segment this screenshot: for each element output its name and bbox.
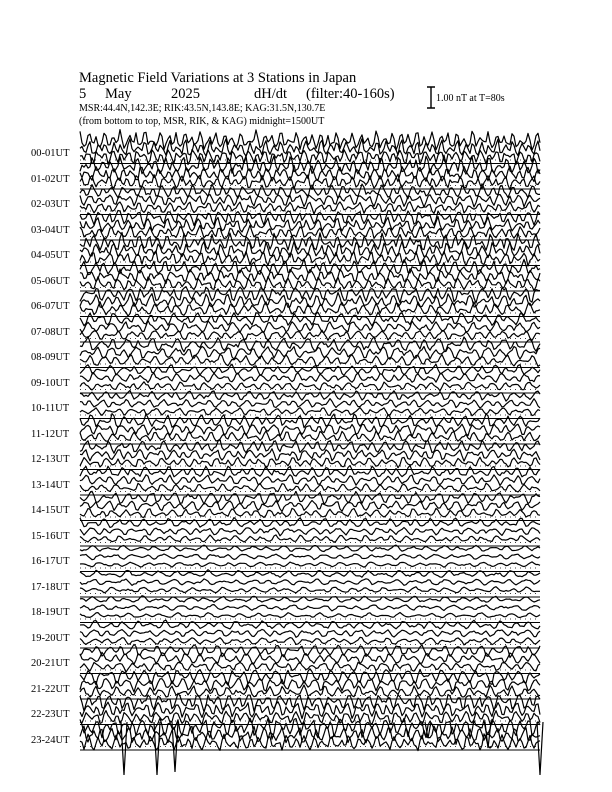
hour-label: 05-06UT (31, 275, 70, 287)
rik-trace (80, 165, 540, 181)
date-day: 5 (79, 86, 87, 102)
rik-trace (80, 399, 540, 409)
hour-label: 03-04UT (31, 224, 70, 236)
scale-bar (427, 87, 435, 108)
signal-spike (121, 722, 127, 775)
hour-label: 22-23UT (31, 709, 70, 720)
hour-label: 17-18UT (31, 581, 70, 593)
hour-label: 16-17UT (31, 556, 70, 567)
kag-trace (80, 391, 540, 402)
msr-trace (80, 535, 540, 542)
kag-trace (80, 620, 540, 629)
date-year: 2025 (171, 86, 200, 102)
msr-trace (80, 302, 540, 316)
hour-label: 04-05UT (31, 250, 70, 261)
hour-label: 00-01UT (31, 148, 70, 159)
msr-trace (80, 587, 540, 593)
rik-trace (80, 449, 540, 461)
quantity-label: dH/dt (254, 86, 288, 102)
signal-spike (537, 722, 543, 775)
msr-trace (80, 562, 540, 567)
rik-trace (80, 501, 540, 512)
msr-trace (80, 150, 540, 165)
hour-label: 15-16UT (31, 530, 70, 542)
rik-trace (80, 528, 540, 536)
hour-label: 08-09UT (31, 352, 70, 363)
hour-label: 14-15UT (31, 505, 70, 516)
hour-label: 18-19UT (31, 607, 70, 618)
rik-trace (80, 475, 540, 486)
station-order-note: (from bottom to top, MSR, RIK, & KAG) midnight=1500UT (79, 116, 325, 127)
msr-trace (80, 408, 540, 416)
rik-trace (80, 629, 540, 637)
scale-label: 1.00 nT at T=80s (436, 93, 505, 104)
msr-trace (80, 508, 540, 517)
msr-trace (80, 662, 540, 672)
kag-trace (80, 259, 540, 276)
hour-label: 13-14UT (31, 479, 70, 491)
msr-trace (80, 637, 540, 645)
kag-trace (80, 465, 540, 476)
hour-label: 02-03UT (31, 199, 70, 210)
hour-label: 19-20UT (31, 632, 70, 644)
date-month: May (105, 86, 132, 102)
msr-trace (80, 613, 540, 618)
hour-label: 07-08UT (31, 326, 70, 338)
kag-trace (80, 440, 540, 454)
kag-trace (80, 364, 540, 375)
station-coordinates: MSR:44.4N,142.3E; RIK:43.5N,143.8E; KAG:31.5N,130.7E (79, 103, 326, 114)
msr-trace (80, 483, 540, 492)
kag-trace (80, 570, 540, 578)
rik-trace (80, 579, 540, 586)
hour-label: 11-12UT (31, 428, 70, 440)
hour-label: 20-21UT (31, 658, 70, 669)
hour-label: 09-10UT (31, 377, 70, 389)
chart-title: Magnetic Field Variations at 3 Stations in Japan (79, 70, 357, 86)
hour-label: 23-24UT (31, 734, 70, 746)
rik-trace (80, 373, 540, 383)
hour-label: 01-02UT (31, 173, 70, 185)
rik-trace (80, 652, 540, 664)
msr-trace (80, 685, 540, 697)
hour-label: 21-22UT (31, 683, 70, 695)
msr-trace (80, 354, 540, 366)
rik-trace (80, 605, 540, 611)
hour-label: 10-11UT (31, 403, 70, 414)
kag-trace (80, 644, 540, 657)
rik-trace (80, 702, 540, 719)
signal-spike (485, 722, 491, 748)
hour-label: 12-13UT (31, 454, 70, 465)
filter-label: (filter:40-160s) (306, 86, 395, 102)
kag-trace (80, 287, 540, 304)
kag-trace (80, 518, 540, 528)
hour-label: 06-07UT (31, 301, 70, 312)
rik-trace (80, 554, 540, 560)
